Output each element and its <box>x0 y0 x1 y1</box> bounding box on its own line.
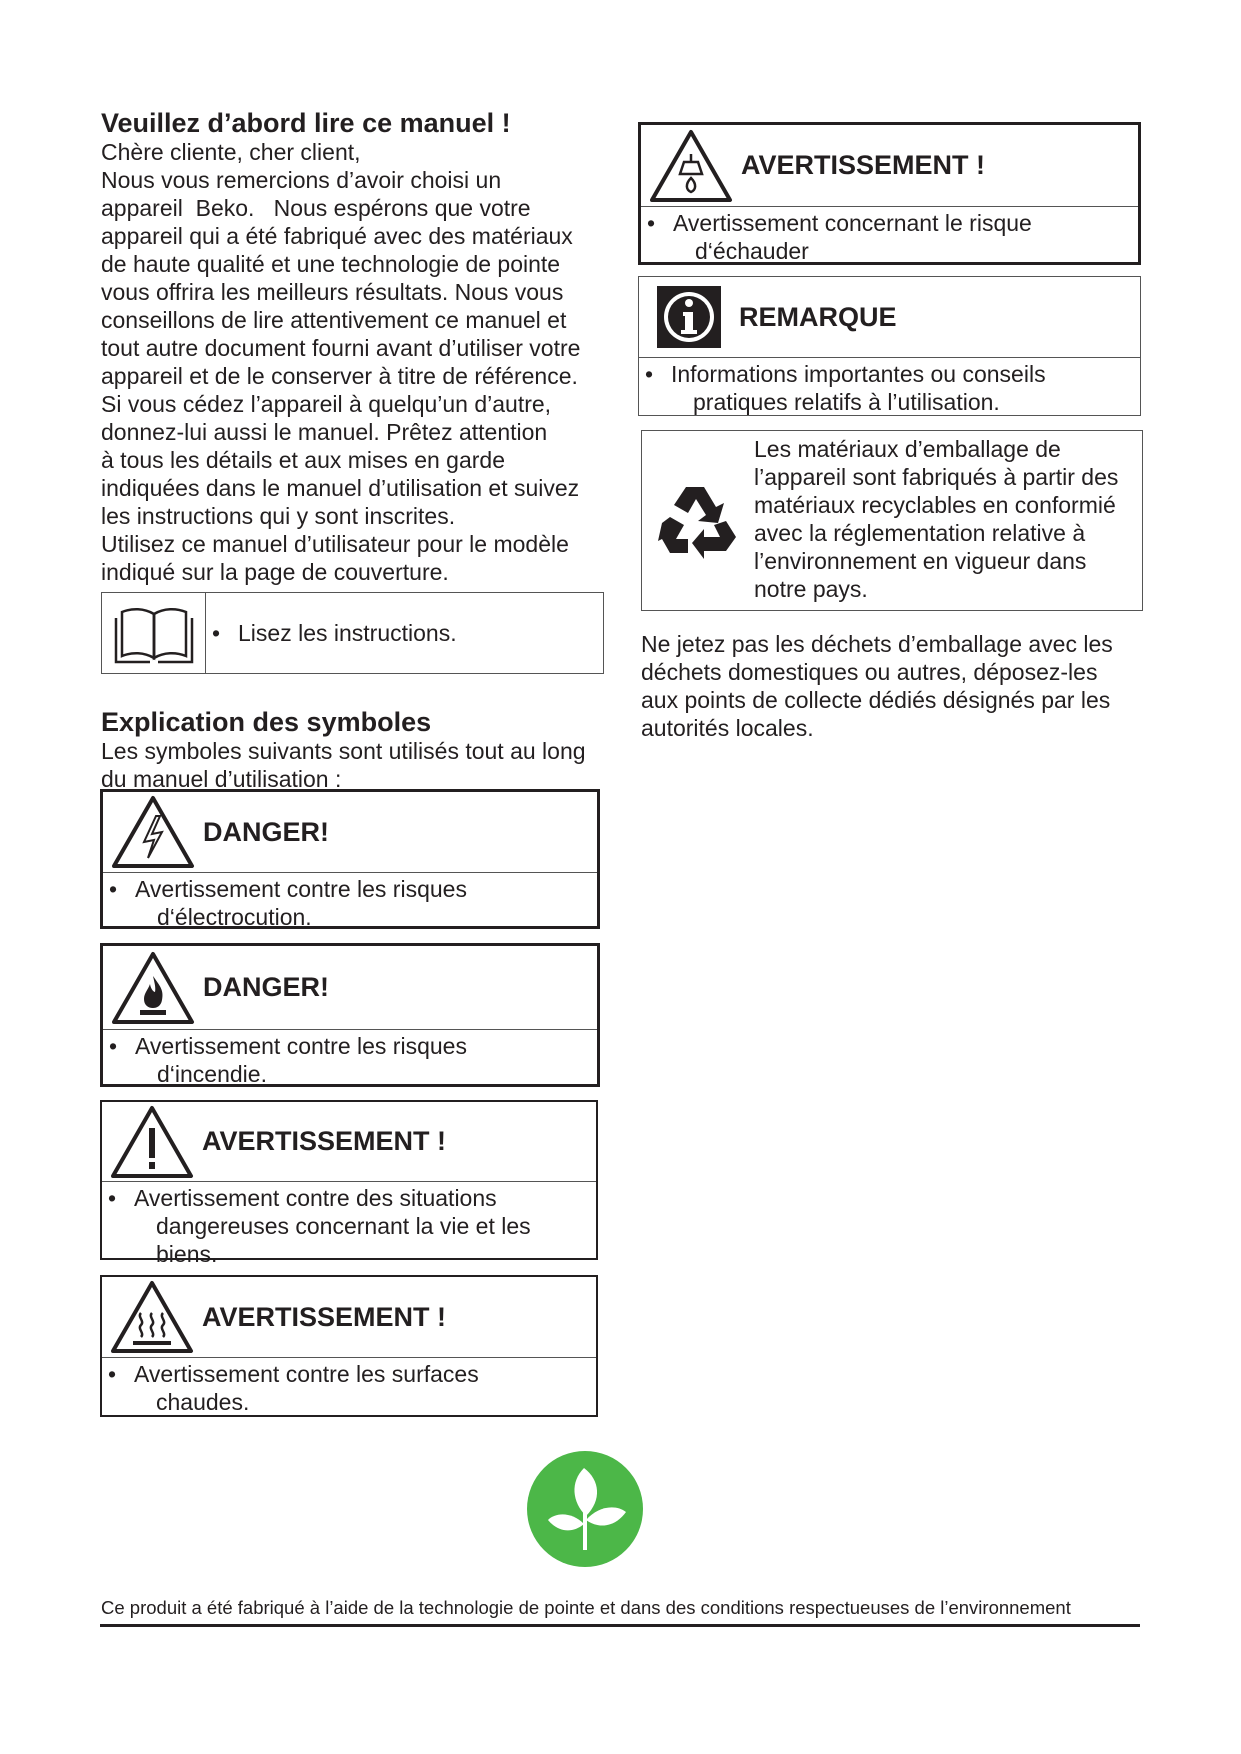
bullet-text <box>673 209 1138 265</box>
symbols-section-header <box>101 707 621 793</box>
recycling-box <box>641 430 1143 611</box>
box-header <box>103 792 597 873</box>
disposal-paragraph <box>641 630 1141 742</box>
bullet-line: d‘échauder <box>695 238 809 264</box>
recycling-line: l’appareil sont fabriqués à partir des <box>754 464 1119 490</box>
bullet: • <box>647 210 656 236</box>
hot-surface-warning-icon <box>102 1279 202 1355</box>
exclamation-warning-icon <box>102 1104 202 1180</box>
bullet-line: d‘incendie. <box>157 1061 267 1087</box>
footer-divider <box>100 1624 1140 1627</box>
intro-line: donnez-lui aussi le manuel. Prêtez attention <box>101 419 548 445</box>
box-header <box>639 277 1140 358</box>
recycling-line: l’environnement en vigueur dans <box>754 548 1087 574</box>
recycle-icon <box>642 431 754 610</box>
intro-line: Utilisez ce manuel d’utilisateur pour le modèle <box>101 531 569 557</box>
read-instructions-box <box>101 592 604 674</box>
symbols-intro <box>101 737 621 793</box>
bullet-text <box>134 1184 596 1268</box>
intro-line: vous offrira les meilleurs résultats. Nous vous <box>101 279 564 305</box>
bullet-item <box>108 1184 596 1268</box>
bullet-text <box>134 1360 596 1416</box>
electric-shock-warning-icon <box>103 794 203 870</box>
info-icon <box>639 286 739 348</box>
bullet-line: d‘électrocution. <box>157 904 312 930</box>
danger-fire-box <box>100 943 600 1087</box>
intro-line: tout autre document fourni avant d’utiliser votre <box>101 335 581 361</box>
disposal-line: autorités locales. <box>641 715 814 741</box>
box-header <box>102 1102 596 1182</box>
box-title: REMARQUE <box>739 301 897 332</box>
box-body <box>103 873 597 931</box>
bullet-line: chaudes. <box>156 1389 250 1415</box>
intro-title: Veuillez d’abord lire ce manuel ! <box>101 108 511 138</box>
bullet-item <box>647 209 1138 265</box>
bullet-text <box>135 1032 597 1088</box>
warning-general-box <box>100 1100 598 1267</box>
scald-warning-icon <box>641 128 741 204</box>
recycling-line: Les matériaux d’emballage de <box>754 436 1061 462</box>
disposal-line: Ne jetez pas les déchets d’emballage avec les <box>641 631 1113 657</box>
intro-line: appareil Beko. Nous espérons que votre <box>101 195 531 221</box>
bullet-line: Avertissement concernant le risque <box>673 210 1032 236</box>
bullet: • <box>645 361 654 387</box>
bullet: • <box>109 1033 118 1059</box>
bullet-line: pratiques relatifs à l’utilisation. <box>693 389 1000 415</box>
recycling-line: notre pays. <box>754 576 868 602</box>
intro-line: à tous les détails et aux mises en garde <box>101 447 506 473</box>
bullet: • <box>212 619 221 646</box>
note-box <box>638 276 1141 416</box>
bullet-item <box>109 875 597 931</box>
footer-note: Ce produit a été fabriqué à l’aide de la technologie de pointe et dans des conditions respectueuses de l’environnement <box>101 1597 1071 1618</box>
bullet-text <box>671 360 1140 416</box>
warning-scald-box <box>638 122 1141 265</box>
intro-line: appareil qui a été fabriqué avec des matériaux <box>101 223 573 249</box>
leaf-icon <box>526 1450 644 1568</box>
fire-warning-icon <box>103 950 203 1026</box>
bullet: • <box>108 1185 117 1211</box>
intro-section <box>101 108 606 586</box>
intro-line: appareil et de le conserver à titre de référence. <box>101 363 578 389</box>
symbols-title: Explication des symboles <box>101 707 432 737</box>
bullet-item <box>109 1032 597 1088</box>
bullet-line: dangereuses concernant la vie et les <box>156 1213 531 1239</box>
disposal-line: aux points de collecte dédiés désignés par les <box>641 687 1111 713</box>
box-title: DANGER! <box>203 972 329 1002</box>
box-body <box>102 1358 596 1416</box>
bullet-text <box>135 875 597 931</box>
symbols-intro-line: Les symboles suivants sont utilisés tout au long <box>101 738 586 764</box>
intro-line: conseillons de lire attentivement ce manuel et <box>101 307 567 333</box>
recycling-line: matériaux recyclables en conformié <box>754 492 1116 518</box>
box-body <box>103 1030 597 1088</box>
danger-electric-box <box>100 789 600 929</box>
intro-paragraph <box>101 138 606 586</box>
bullet-item <box>108 1360 596 1416</box>
box-title: AVERTISSEMENT ! <box>202 1301 447 1332</box>
bullet: • <box>108 1361 117 1387</box>
box-header <box>103 946 597 1030</box>
intro-line: Chère cliente, cher client, <box>101 139 361 165</box>
bullet-line: Avertissement contre les risques <box>135 1033 467 1059</box>
disposal-line: déchets domestiques ou autres, déposez-les <box>641 659 1098 685</box>
read-instructions-text: Lisez les instructions. <box>238 619 457 646</box>
recycling-text <box>754 431 1142 610</box>
warning-hot-surface-box <box>100 1275 598 1417</box>
recycling-line: avec la réglementation relative à <box>754 520 1086 546</box>
intro-line: indiqué sur la page de couverture. <box>101 559 449 585</box>
box-title: AVERTISSEMENT ! <box>741 150 986 180</box>
bullet-item <box>645 360 1140 416</box>
intro-line: Si vous cédez l’appareil à quelqu’un d’autre, <box>101 391 552 417</box>
intro-line: indiquées dans le manuel d’utilisation et suivez <box>101 475 580 501</box>
bullet-line: biens. <box>156 1241 218 1267</box>
box-body <box>102 1182 596 1268</box>
box-title: DANGER! <box>203 816 329 847</box>
box-body <box>639 358 1140 416</box>
box-body <box>641 207 1138 265</box>
bullet-line: Avertissement contre des situations <box>134 1185 497 1211</box>
box-header <box>102 1277 596 1358</box>
box-header <box>641 125 1138 207</box>
read-instructions-item <box>206 593 603 673</box>
book-icon <box>102 593 206 673</box>
box-title: AVERTISSEMENT ! <box>202 1126 447 1156</box>
bullet-line: Informations importantes ou conseils <box>671 361 1046 387</box>
intro-line: les instructions qui y sont inscrites. <box>101 503 456 529</box>
intro-line: de haute qualité et une technologie de pointe <box>101 251 561 277</box>
bullet-line: Avertissement contre les surfaces <box>134 1361 479 1387</box>
bullet-line: Avertissement contre les risques <box>135 876 467 902</box>
intro-line: Nous vous remercions d’avoir choisi un <box>101 167 502 193</box>
symbols-intro-line: du manuel d’utilisation : <box>101 766 342 792</box>
bullet: • <box>109 876 118 902</box>
